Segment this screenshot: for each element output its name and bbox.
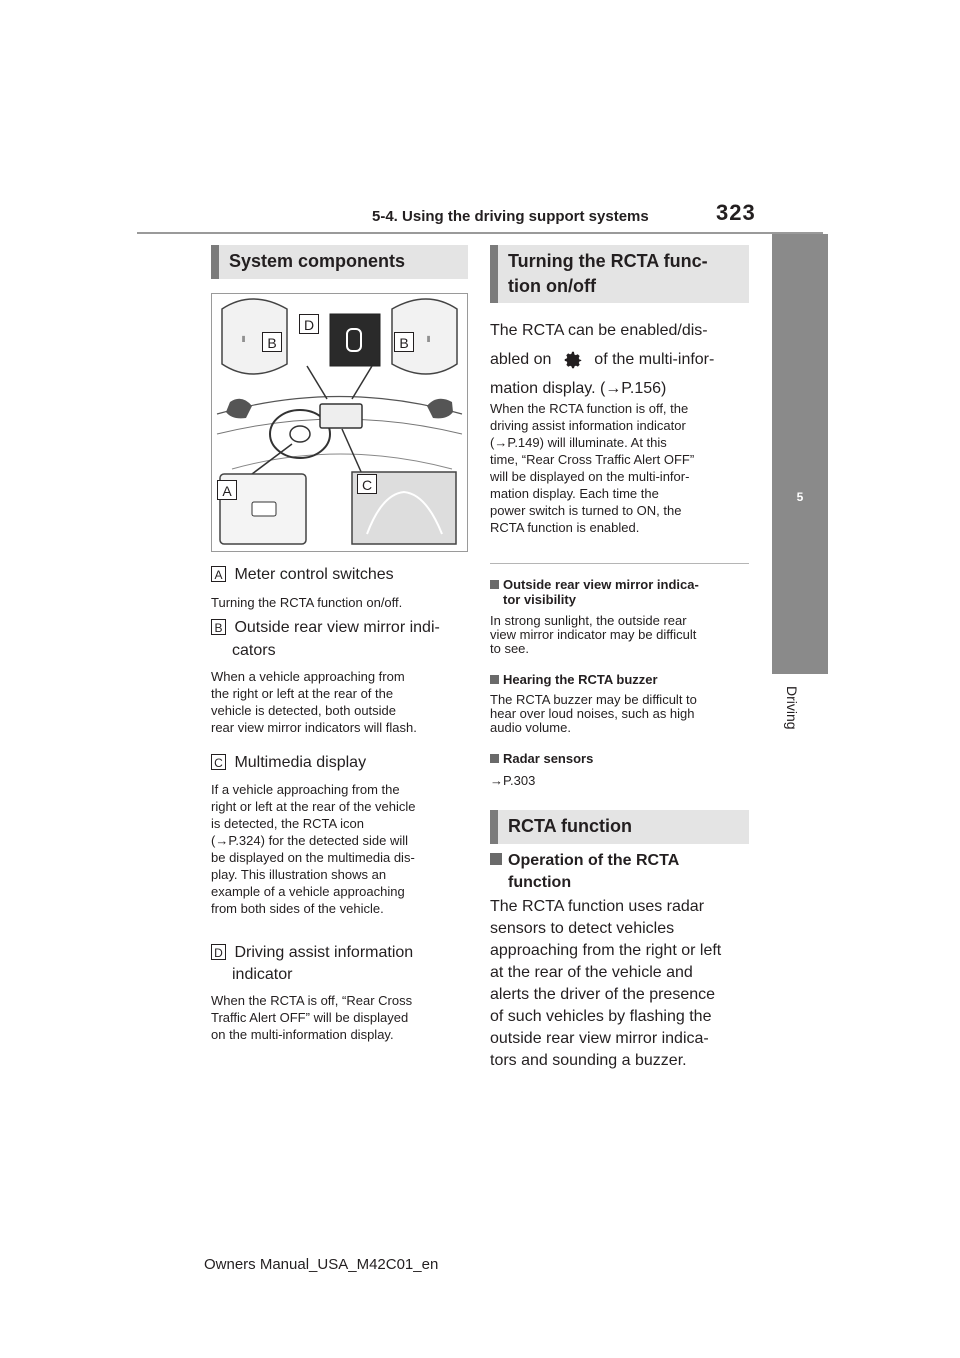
figure-callout-b-left: B [262, 332, 282, 352]
bullet-buzzer-text: The RCTA buzzer may be difficult to hear over loud noises, such as high audio volume. [490, 692, 697, 735]
item-c [211, 752, 366, 774]
item-a-desc: Turning the RCTA function on/off. [211, 595, 403, 610]
item-b-title-1: Outside rear view mirror indi- [234, 619, 440, 636]
item-b-letter: B [211, 619, 226, 635]
item-b-desc: When a vehicle approaching from the right or left at the rear of the vehicle is detected, both outside rear view mirror indicators will flash. [211, 669, 417, 735]
item-c-desc: If a vehicle approaching from the right or left at the rear of the vehicle is detected, the RCTA icon (→P.324) for the detected side will be displayed on the multimedia dis- play. This illustration shows an example of a vehicle approaching from both sides of the vehicle. [211, 782, 416, 916]
footer-text: Owners Manual_USA_M42C01_en [204, 1256, 439, 1273]
figure-callout-c: C [357, 474, 377, 494]
rcta-off-note: When the RCTA function is off, the driving assist information indicator (→P.149) will illuminate. At this time, “Rear Cross Traffic Alert OFF” will be displayed on the multi-infor- mation display. Each time the power switch is turned to ON, the RCTA function is enabled. [490, 401, 695, 535]
divider [490, 563, 749, 564]
sub-heading-operation: Operation of the RCTA function [490, 850, 679, 894]
item-b-title-2: cators [232, 642, 276, 659]
chapter-label: Driving [784, 686, 800, 730]
radar-page-ref[interactable]: →P.303 [490, 773, 536, 788]
rcta-function-body: The RCTA function uses radar sensors to detect vehicles approaching from the right or left at the rear of the vehicle and alerts the driver of the presence of such vehicles by flashing the outside rear view mirror indica- tors and sounding a buzzer. [490, 898, 722, 1069]
item-a [211, 564, 394, 586]
rcta-intro: The RCTA can be enabled/dis- abled on of the multi-infor- mation display. (→P.156) [490, 322, 715, 397]
item-d-letter: D [211, 944, 226, 960]
item-c-title: Multimedia display [234, 754, 367, 771]
item-a-letter: A [211, 566, 226, 582]
figure-callout-d: D [299, 314, 319, 334]
page-number: 323 [716, 200, 756, 225]
figure-callout-a: A [217, 480, 237, 500]
dashboard-illustration [212, 294, 467, 551]
item-d-title-2: indicator [232, 966, 293, 983]
chapter-number: 5 [796, 490, 804, 504]
header-rule [137, 232, 823, 234]
bullet-mirror-visibility-text: In strong sunlight, the outside rear view mirror indicator may be difficult to see. [490, 613, 697, 656]
svg-text:⦀: ⦀ [242, 335, 246, 344]
system-components-illustration [211, 293, 468, 552]
bullet-mirror-visibility-head: Outside rear view mirror indica- tor visibility [490, 577, 752, 607]
bullet-radar-head: Radar sensors [490, 751, 593, 766]
section-title: 5-4. Using the driving support systems [372, 208, 649, 225]
item-b [211, 617, 440, 639]
item-c-letter: C [211, 754, 226, 770]
gear-icon [562, 349, 584, 371]
chapter-tab [772, 234, 828, 674]
item-d-desc: When the RCTA is off, “Rear Cross Traffic Alert OFF” will be displayed on the multi-information display. [211, 993, 413, 1042]
svg-text:⦀: ⦀ [427, 335, 431, 344]
section-heading-system-components: System components [211, 245, 468, 279]
item-d-title-1: Driving assist information [234, 944, 414, 961]
item-d [211, 942, 413, 964]
bullet-buzzer-head: Hearing the RCTA buzzer [490, 672, 658, 687]
item-a-title: Meter control switches [234, 566, 394, 583]
section-heading-rcta-function: RCTA function [490, 810, 749, 844]
section-heading-turning-rcta: Turning the RCTA func- tion on/off [490, 245, 749, 303]
figure-callout-b-right: B [394, 332, 414, 352]
